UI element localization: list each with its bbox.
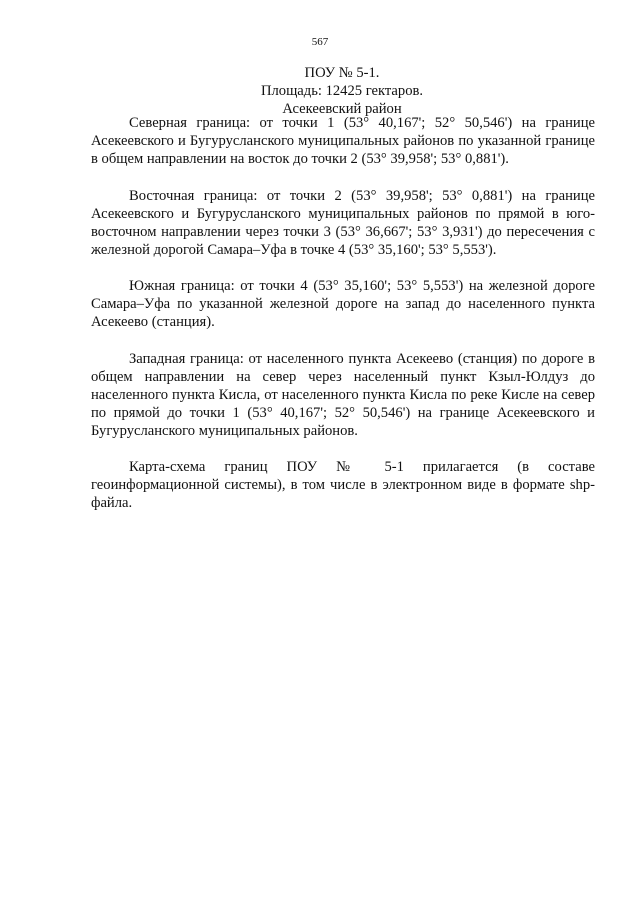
paragraph-east-boundary xyxy=(91,187,595,259)
west-boundary-text: Западная граница: от населенного пункта Асекеево (станция) по дороге в общем направлении на север через населенный пункт Кзыл-Юлдуз до населенного пункта Кисла, от населенного пункта Кисла по реке Кисле на север по прямой до точки 1 (53° 40,167'; 52° 50,546') на границе Асекеевского и Бугурусланского муниципальных районов. xyxy=(91,351,595,439)
south-boundary-text: Южная граница: от точки 4 (53° 35,160'; 53° 5,553') на железной дороге Самара–Уфа по указанной железной дороге на запад до населенного пункта Асекеево (станция). xyxy=(91,278,595,330)
page-number: 567 xyxy=(311,36,329,48)
paragraph-west-boundary xyxy=(91,350,595,440)
paragraph-south-boundary xyxy=(91,277,595,331)
heading-area: Площадь: 12425 гектаров. xyxy=(260,83,424,99)
document-heading xyxy=(0,64,640,118)
map-note-text: Карта-схема границ ПОУ № 5-1 прилагается (в составе геоинформационной системы), в том числе в электронном виде в формате shp-файла. xyxy=(91,459,595,511)
north-boundary-text: Северная граница: от точки 1 (53° 40,167'; 52° 50,546') на границе Асекеевского и Бугурусланского муниципальных районов по указанной границе в общем направлении на восток до точки 2 (53° 39,958'; 53° 0,881'). xyxy=(91,115,595,167)
paragraph-map-note xyxy=(91,458,595,512)
east-boundary-text: Восточная граница: от точки 2 (53° 39,958'; 53° 0,881') на границе Асекеевского и Бугурусланского муниципальных районов по прямой в юго-восточном направлении через точки 3 (53° 36,667'; 53° 3,931') до пересечения с железной дорогой Самара–Уфа в точке 4 (53° 35,160'; 53° 5,553'). xyxy=(91,188,595,258)
heading-district: Асекеевский район xyxy=(282,101,402,117)
heading-title: ПОУ № 5-1. xyxy=(304,65,380,81)
paragraph-north-boundary xyxy=(91,114,595,168)
